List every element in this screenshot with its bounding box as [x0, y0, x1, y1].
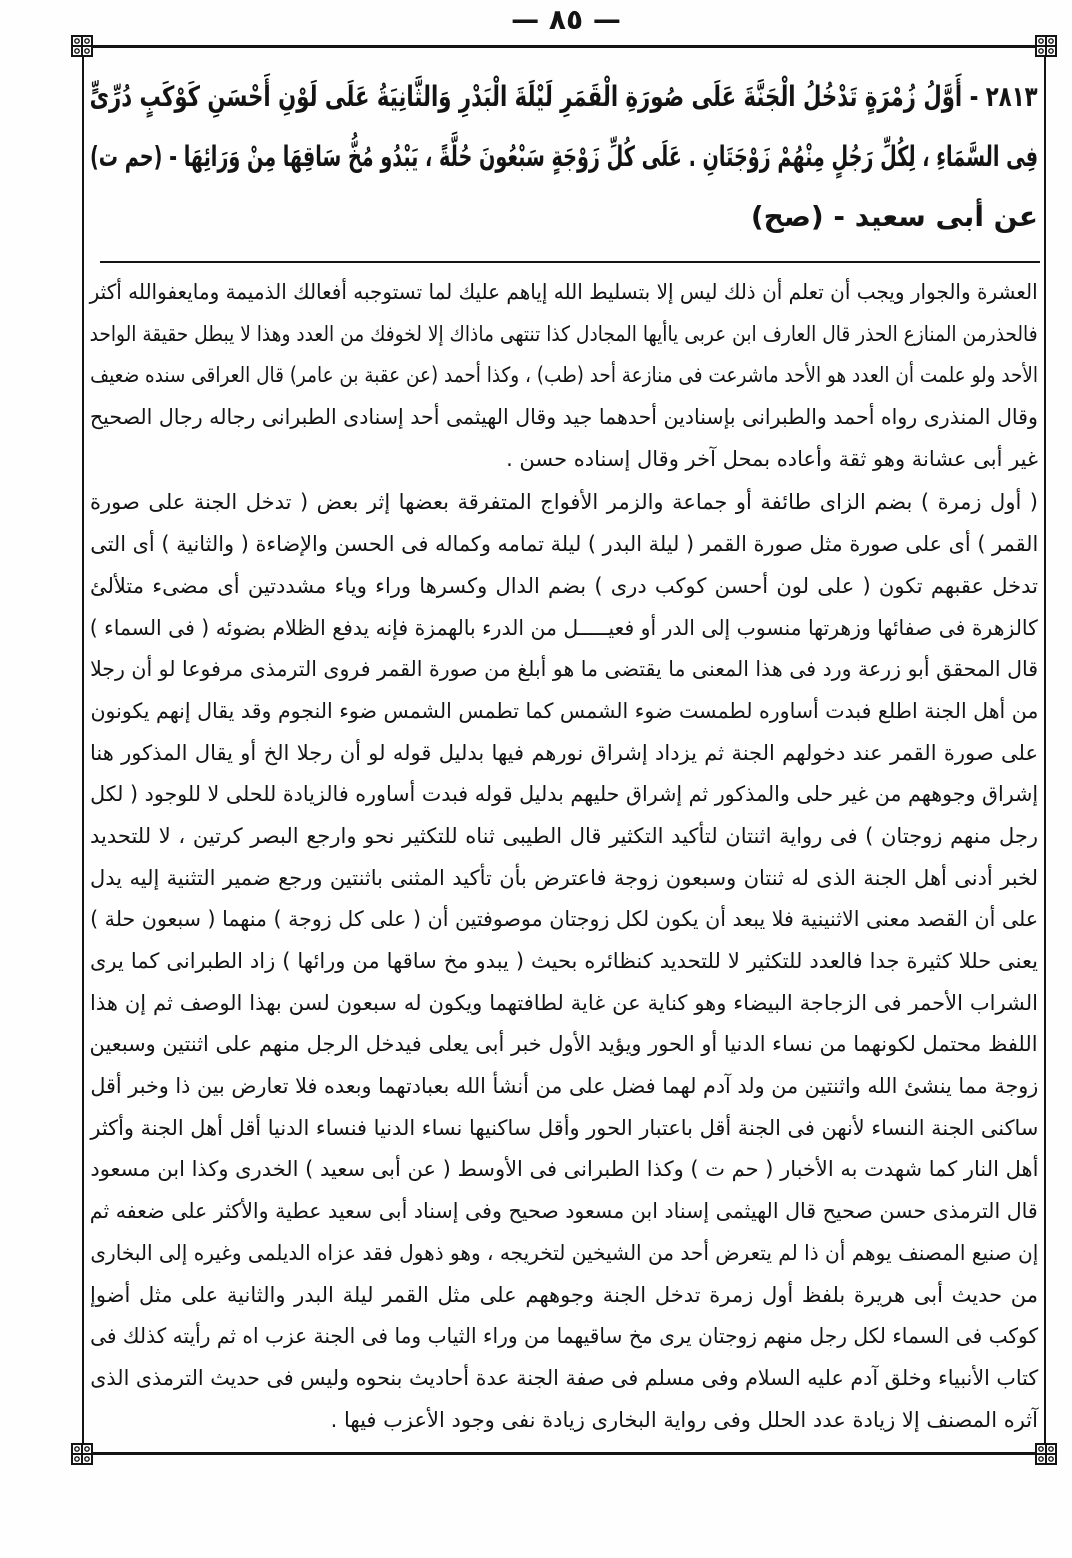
- commentary-line-text: إشراق وجوههم من غير حلى والمذكور ثم إشراق حليهم بدليل قوله فبدت أساوره فالزيادة للحلى لا للوجود ( لكل: [90, 782, 1038, 807]
- commentary-line: [90, 1358, 1038, 1400]
- commentary-paragraph: [90, 482, 1038, 1441]
- commentary-line-text: على صورة القمر عند دخولهم الجنة ثم يزداد إشراق نورهم فيها بدليل قوله لو أن رجلا الخ أو يقال المذكور هنا: [90, 740, 1038, 765]
- commentary-line: [90, 1316, 1038, 1358]
- commentary-line: [90, 524, 1038, 566]
- commentary-line: [90, 566, 1038, 608]
- hadith-line-text: عن أبى سعيد - (صح): [750, 200, 1038, 233]
- commentary-line: [90, 649, 1038, 691]
- commentary-line-text: فالحذرمن المنازع الحذر قال العارف ابن عربى ياأيها المجادل كذا تنتهى ماذاك إلا لخوفك من العدد وهذا لا يبطل حقيقة الواحد: [90, 321, 1038, 346]
- commentary-line-text: العشرة والجوار ويجب أن تعلم أن ذلك ليس إلا بتسليط الله إياهم عليك لما تستوجبه أفعالك الذميمة ومايعفوالله أكثر: [90, 280, 1038, 304]
- commentary-line: [90, 1233, 1038, 1275]
- commentary-line-text: رجل منهم زوجتان ) فى رواية اثنتان لتأكيد التكثير قال الطيبى ثناه للتكثير نحو وارجع البصر كرتين ، لا للتحديد: [90, 823, 1038, 848]
- commentary-line: [90, 816, 1038, 858]
- commentary-line: [90, 608, 1038, 650]
- commentary-line-text: من أهل الجنة اطلع فبدت أساوره لطمست ضوء الشمس كما تطمس الشمس ضوء النجوم وقد يقال إنهم يكونون: [90, 698, 1038, 723]
- commentary-line-text: لخبر أدنى أهل الجنة الذى له ثنتان وسبعون زوجة فاعترض بأن تأكيد المثنى باثنتين ورجع ضمير التثنية إليه يدل: [90, 865, 1038, 890]
- commentary-line: [90, 858, 1038, 900]
- commentary-line: [90, 314, 1038, 356]
- corner-ornament-icon: [70, 1442, 94, 1466]
- commentary-line-text: إن صنيع المصنف يوهم أن ذا لم يتعرض أحد من الشيخين لتخريجه ، وهو ذهول فقد عزاه الديلمى وغيره إلى البخارى: [90, 1240, 1038, 1265]
- commentary-line: [90, 1108, 1038, 1150]
- hadith-number: ٢٨١٣: [986, 80, 1038, 113]
- hadith-line: [90, 67, 1038, 127]
- hadith-line-text: [90, 67, 1038, 127]
- commentary-line: [90, 1400, 1038, 1442]
- commentary-line-text: كتاب الأنبياء وخلق آدم عليه السلام وفى مسلم فى صفة الجنة عدة أحاديث بنحوه وليس فى حديث الترمذى الذى: [90, 1365, 1038, 1390]
- hadith-line-content: - أَوَّلُ زُمْرَةٍ تَدْخُلُ الْجَنَّةَ عَلَى صُورَةِ الْقَمَرِ لَيْلَةَ الْبَدْرِ وَالثَّانِيَةُ عَلَى لَوْنِ أَحْسَنِ كَوْكَبٍ دُرِّىٍّ: [90, 80, 979, 113]
- commentary-line-text: من حديث أبى هريرة بلفظ أول زمرة تدخل الجنة وجوههم على مثل القمر ليلة البدر والثانية على مثل أضوإ: [90, 1282, 1038, 1307]
- commentary-line-text: ساكنى الجنة النساء لأنهن فى الجنة أقل باعتبار الحور وأقل ساكنيها نساء الدنيا فنساء الدنيا أقل أهل الجنة وأكثر: [90, 1115, 1038, 1140]
- hadith-block: [90, 67, 1038, 247]
- commentary-line: [90, 1024, 1038, 1066]
- hadith-line: [90, 187, 1038, 247]
- commentary-line: [90, 1149, 1038, 1191]
- commentary-line: [90, 899, 1038, 941]
- commentary-line-text: الشراب الأحمر فى الزجاجة البيضاء وهو كناية عن غاية لطافتهما ويكون له سبعون لسن بهذا الوصف ثم إن هذا: [90, 990, 1038, 1015]
- commentary-line: [90, 1275, 1038, 1317]
- separator-rule: [100, 261, 1040, 263]
- commentary-line-text: قال الترمذى حسن صحيح قال الهيثمى إسناد ابن مسعود صحيح وفى إسناد أبى سعيد عطية والأكثر على ضعفه ثم: [90, 1199, 1038, 1224]
- commentary-line-text: وقال المنذرى رواه أحمد والطبرانى بإسنادين أحدهما جيد وقال الهيثمى أحد إسنادى الطبرانى رجاله رجال الصحيح: [90, 405, 1038, 430]
- commentary-line-text: اللفظ محتمل لكونهما من نساء الدنيا أو الحور ويؤيد الأول خبر أبى يعلى فيدخل الرجل منهم على اثنتين وسبعين: [90, 1032, 1038, 1057]
- commentary-line: [90, 941, 1038, 983]
- commentary-line: [90, 482, 1038, 524]
- commentary-line: [90, 1066, 1038, 1108]
- page-number: — ٨٥ —: [511, 3, 621, 36]
- commentary-line: [90, 1191, 1038, 1233]
- commentary-line-text: كالزهرة فى صفائها وزهرتها منسوب إلى الدر أو فعيـــــل من الدرء بالهمزة فإنه يدفع الظلام بضوئه ( فى السماء ): [90, 615, 1038, 640]
- commentary-line-text: زوجة مما ينشئ الله واثنتين من ولد آدم لهما فضل على من أنشأ الله بعبادتهما وبعده فلا تعارض بين ذا وخبر أقل: [90, 1074, 1038, 1099]
- commentary-paragraph: [90, 272, 1038, 480]
- commentary-line: [90, 272, 1038, 314]
- commentary-line-text: الأحد ولو علمت أن العدد هو الأحد ماشرعت فى منازعة أحد (طب) ، وكذا أحمد (عن عقبة بن عامر) قال العراقى سنده ضعيف: [90, 363, 1038, 388]
- commentary-line: [90, 691, 1038, 733]
- commentary-line: [90, 774, 1038, 816]
- commentary-line-text: قال المحقق أبو زرعة ورد فى هذا المعنى ما يقتضى ما هو أبلغ من صورة القمر فروى الترمذى مرفوعا لو أن رجلا: [90, 657, 1038, 682]
- commentary-line-text: كوكب فى السماء لكل رجل منهم زوجتان يرى مخ ساقيهما من وراء الثياب وما فى الجنة عزب اه ثم رأيته كذلك فى: [90, 1324, 1038, 1349]
- corner-ornament-icon: [1034, 1442, 1058, 1466]
- commentary-line-text: القمر ) أى على صورة مثل صورة القمر ( ليلة البدر ) ليلة تمامه وكماله فى الحسن والإضاءة ( والثانية ) أى التى: [90, 532, 1038, 557]
- hadith-line: [90, 127, 1038, 187]
- commentary-line-text: آثره المصنف إلا زيادة عدد الحلل وفى رواية البخارى زيادة نفى وجود الأعزب فيها .: [330, 1407, 1038, 1432]
- commentary-line-text: تدخل عقبهم تكون ( على لون أحسن كوكب درى ) بضم الدال وكسرها وراء وياء مشددتين أى مضىء متلألئ: [90, 573, 1038, 598]
- commentary-line-text: غير أبى عشانة وهو ثقة وأعاده بمحل آخر وقال إسناده حسن .: [506, 446, 1038, 471]
- commentary-line: [90, 355, 1038, 397]
- commentary-line-text: أهل النار كما شهدت به الأخبار ( حم ت ) وكذا الطبرانى فى الأوسط ( عن أبى سعيد ) الخدرى وكذا ابن مسعود: [90, 1157, 1038, 1182]
- commentary-line-text: على أن القصد معنى الاثنينية فلا يبعد أن يكون لكل زوجتان موصوفتين أن ( على كل زوجة ) منهما ( سبعون حلة ): [90, 907, 1038, 932]
- commentary-line: [90, 439, 1038, 481]
- corner-ornament-icon: [70, 34, 94, 58]
- commentary-line-text: ( أول زمرة ) بضم الزاى طائفة أو جماعة والزمر الأفواج المتفرقة بعضها إثر بعض ( تدخل الجنة على صورة: [90, 490, 1038, 515]
- commentary-line: [90, 733, 1038, 775]
- corner-ornament-icon: [1034, 34, 1058, 58]
- commentary-line: [90, 397, 1038, 439]
- commentary-block: [90, 272, 1038, 1441]
- commentary-line-text: يعنى حللا كثيرة جدا فالعدد للتكثير لا للتحديد كنظائره بحيث ( يبدو مخ ساقها من ورائها ) زاد الطبرانى كما يرى: [90, 949, 1038, 973]
- commentary-line: [90, 983, 1038, 1025]
- hadith-line-text: فِى السَّمَاءِ ، لِكُلِّ رَجُلٍ مِنْهُمْ زَوْجَتَانِ . عَلَى كُلِّ زَوْجَةٍ سَبْعُونَ حُلَّةً ، يَبْدُو مُخُّ سَاقِهَا مِنْ وَرَائِهَا - (حم ت): [90, 140, 1038, 173]
